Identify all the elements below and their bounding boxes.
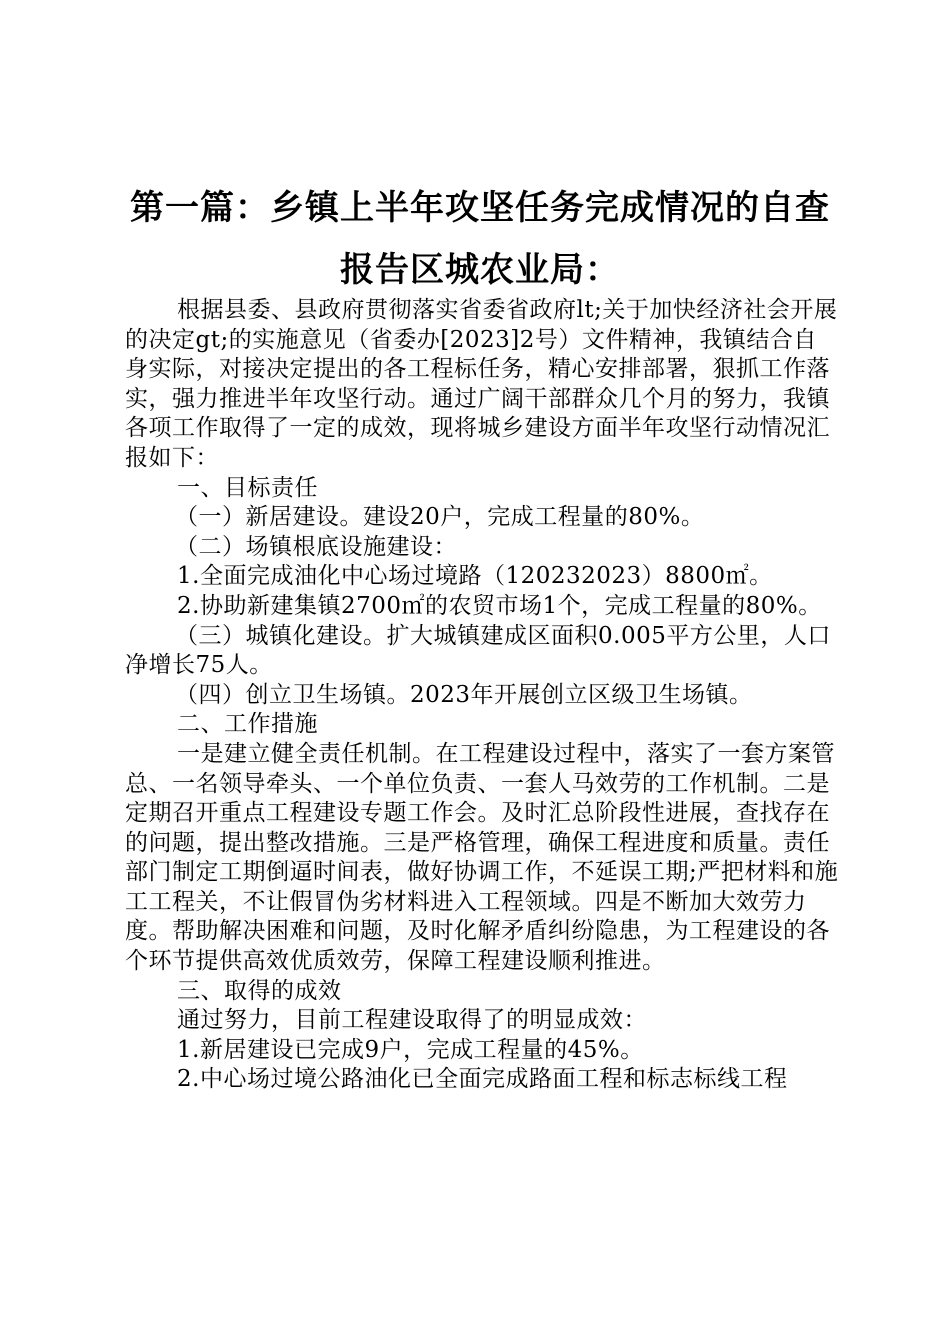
list-item: （二）场镇根底设施建设：	[175, 533, 457, 560]
measures-paragraph: 一是建立健全责任机制。在工程建设过程中，落实了一套方案管总、一名领导牵头、一个单位负责、一套人马效劳的工作机制。二是定期召开重点工程建设专题工作会。及时汇总阶段性进展，查找存在的问题，提出整改措施。三是严格管理，确保工程进度和质量。责任部门制定工期倒逼时间表，做好协调工作，不延误工期;严把材料和施工工程关，不让假冒伪劣材料进入工程领域。四是不断加大效劳力度。帮助解决困难和问题，及时化解矛盾纠纷隐患，为工程建设的各个环节提供高效优质效劳，保障工程建设顺利推进。	[125, 740, 839, 975]
section-heading-results: 三、取得的成效	[177, 977, 342, 1004]
section-heading-measures: 二、工作措施	[177, 711, 318, 738]
intro-paragraph: 根据县委、县政府贯彻落实省委省政府lt;关于加快经济社会开展的决定gt;的实施意见（省委办[2023]2号）文件精神，我镇结合自身实际，对接决定提出的各工程标任务，精心安排部署，狠抓工作落实，强力推进半年攻坚行动。通过广阔干部群众几个月的努力，我镇各项工作取得了一定的成效，现将城乡建设方面半年攻坚行动情况汇报如下：	[125, 297, 838, 471]
document-title-line-1: 第一篇：乡镇上半年攻坚任务完成情况的自查	[130, 188, 830, 228]
section-heading-targets: 一、目标责任	[177, 474, 318, 501]
list-item: （一）新居建设。建设20户，完成工程量的80%。	[175, 504, 705, 531]
list-item: 1.全面完成油化中心场过境路（120232023）8800㎡。	[177, 563, 773, 590]
results-intro: 通过努力，目前工程建设取得了的明显成效：	[177, 1007, 647, 1034]
document-body	[125, 296, 840, 1095]
list-item: （三）城镇化建设。扩大城镇建成区面积0.005平方公里，人口净增长75人。	[125, 622, 831, 679]
list-item: 2.中心场过境公路油化已全面完成路面工程和标志标线工程	[177, 1066, 788, 1093]
list-item: （四）创立卫生场镇。2023年开展创立区级卫生场镇。	[175, 681, 753, 708]
list-item: 1.新居建设已完成9户，完成工程量的45%。	[177, 1036, 644, 1063]
list-item: 2.协助新建集镇2700㎡的农贸市场1个，完成工程量的80%。	[177, 592, 822, 619]
document-title-line-2: 报告区城农业局：	[340, 250, 620, 290]
